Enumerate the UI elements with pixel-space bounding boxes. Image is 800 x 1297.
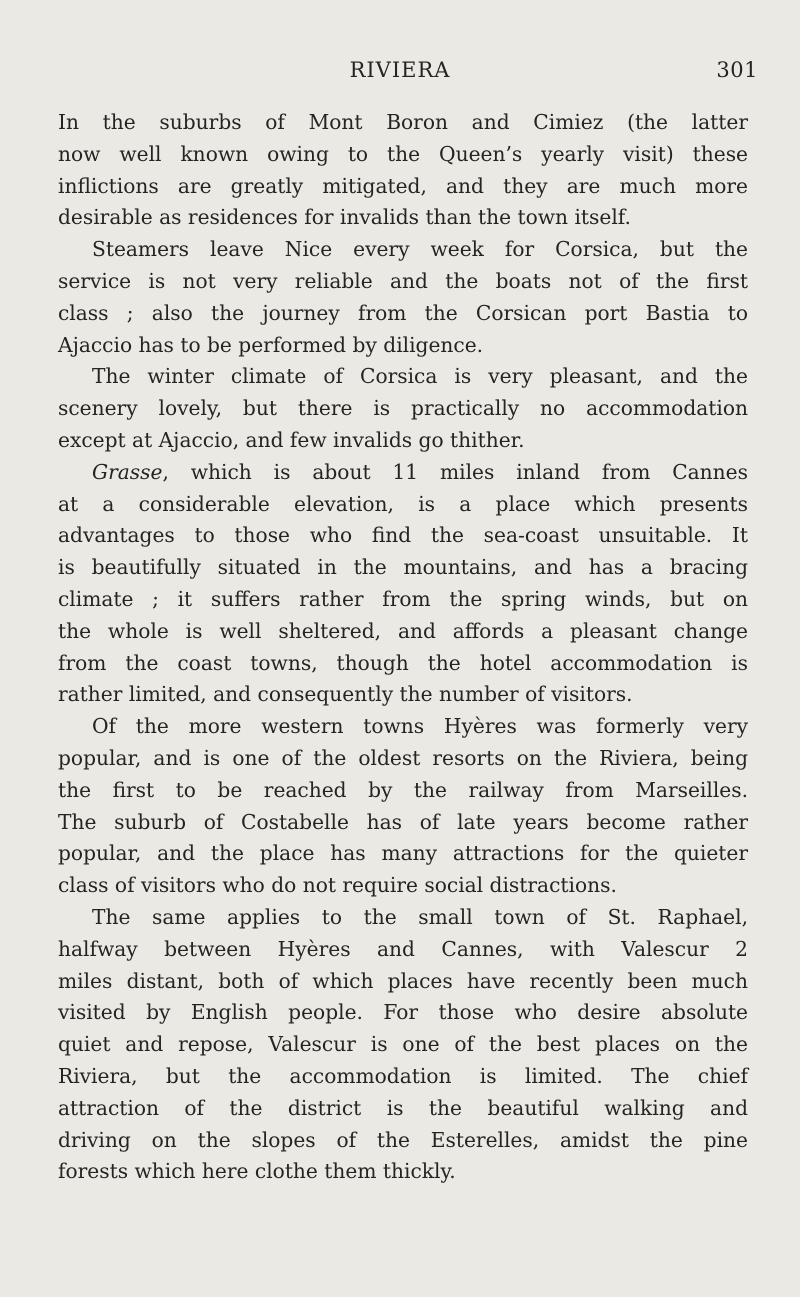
text-line: advantages to those who find the sea-coast unsuitable. It: [58, 523, 748, 548]
text-line: Steamers leave Nice every week for Corsica, but the: [92, 237, 748, 262]
place-name-italic: Grasse: [92, 459, 163, 484]
text-line: desirable as residences for invalids than the town itself.: [58, 205, 631, 230]
text-line: service is not very reliable and the boats not of the first: [58, 268, 748, 293]
text-line: climate ; it suffers rather from the spring winds, but on: [58, 586, 748, 611]
paragraph: [58, 711, 748, 902]
text-line: from the coast towns, though the hotel accommodation is: [58, 650, 748, 675]
text-line: popular, and the place has many attractions for the quieter: [58, 841, 748, 866]
text-line: In the suburbs of Mont Boron and Cimiez (the latter: [58, 110, 748, 134]
text-line: Ajaccio has to be performed by diligence.: [58, 332, 484, 357]
paragraph: [58, 234, 748, 361]
text-line: halfway between Hyères and Cannes, with Valescur 2: [58, 936, 748, 961]
text-line: Of the more western towns Hyères was formerly very: [92, 714, 748, 739]
text-line: popular, and is one of the oldest resorts on the Riviera, being: [58, 745, 748, 770]
text-line: the first to be reached by the railway from Marseilles.: [58, 777, 748, 802]
text-line: The same applies to the small town of St. Raphael,: [92, 904, 748, 929]
text-line: visited by English people. For those who desire absolute: [58, 1000, 748, 1025]
text-line: The winter climate of Corsica is very pleasant, and the: [92, 364, 748, 389]
text-line: at a considerable elevation, is a place which presents: [58, 491, 748, 516]
text-line: inflictions are greatly mitigated, and they are much more: [58, 173, 748, 198]
text-line: quiet and repose, Valescur is one of the best places on the: [58, 1032, 748, 1057]
text-line: attraction of the district is the beautiful walking and: [58, 1095, 748, 1120]
text-line: class ; also the journey from the Corsican port Bastia to: [58, 300, 748, 325]
text-line: Riviera, but the accommodation is limited. The chief: [58, 1063, 748, 1088]
text-line: class of visitors who do not require social distractions.: [58, 873, 617, 898]
text-line: miles distant, both of which places have recently been much: [58, 968, 748, 993]
text-line: the whole is well sheltered, and affords a pleasant change: [58, 618, 748, 643]
text-line: forests which here clothe them thickly.: [58, 1159, 456, 1184]
text-line: except at Ajaccio, and few invalids go thither.: [58, 427, 525, 452]
paragraph: [58, 457, 748, 711]
paragraph: [58, 902, 748, 1188]
page-number: 301: [716, 58, 758, 82]
text-fragment: , which is about 11 miles inland from Cannes: [162, 459, 748, 484]
text-line: driving on the slopes of the Esterelles, amidst the pine: [58, 1127, 748, 1152]
running-title: RIVIERA: [349, 58, 451, 82]
text-line: The suburb of Costabelle has of late years become rather: [58, 809, 748, 834]
running-head: [0, 58, 800, 90]
text-line: now well known owing to the Queen’s yearly visit) these: [58, 141, 748, 166]
body-text: [58, 107, 748, 1188]
paragraph: [58, 361, 748, 456]
paragraph: [58, 107, 748, 234]
text-line: [58, 457, 748, 489]
text-line: is beautifully situated in the mountains, and has a bracing: [58, 555, 748, 580]
text-line: scenery lovely, but there is practically no accommodation: [58, 396, 748, 421]
text-line: rather limited, and consequently the number of visitors.: [58, 682, 633, 707]
